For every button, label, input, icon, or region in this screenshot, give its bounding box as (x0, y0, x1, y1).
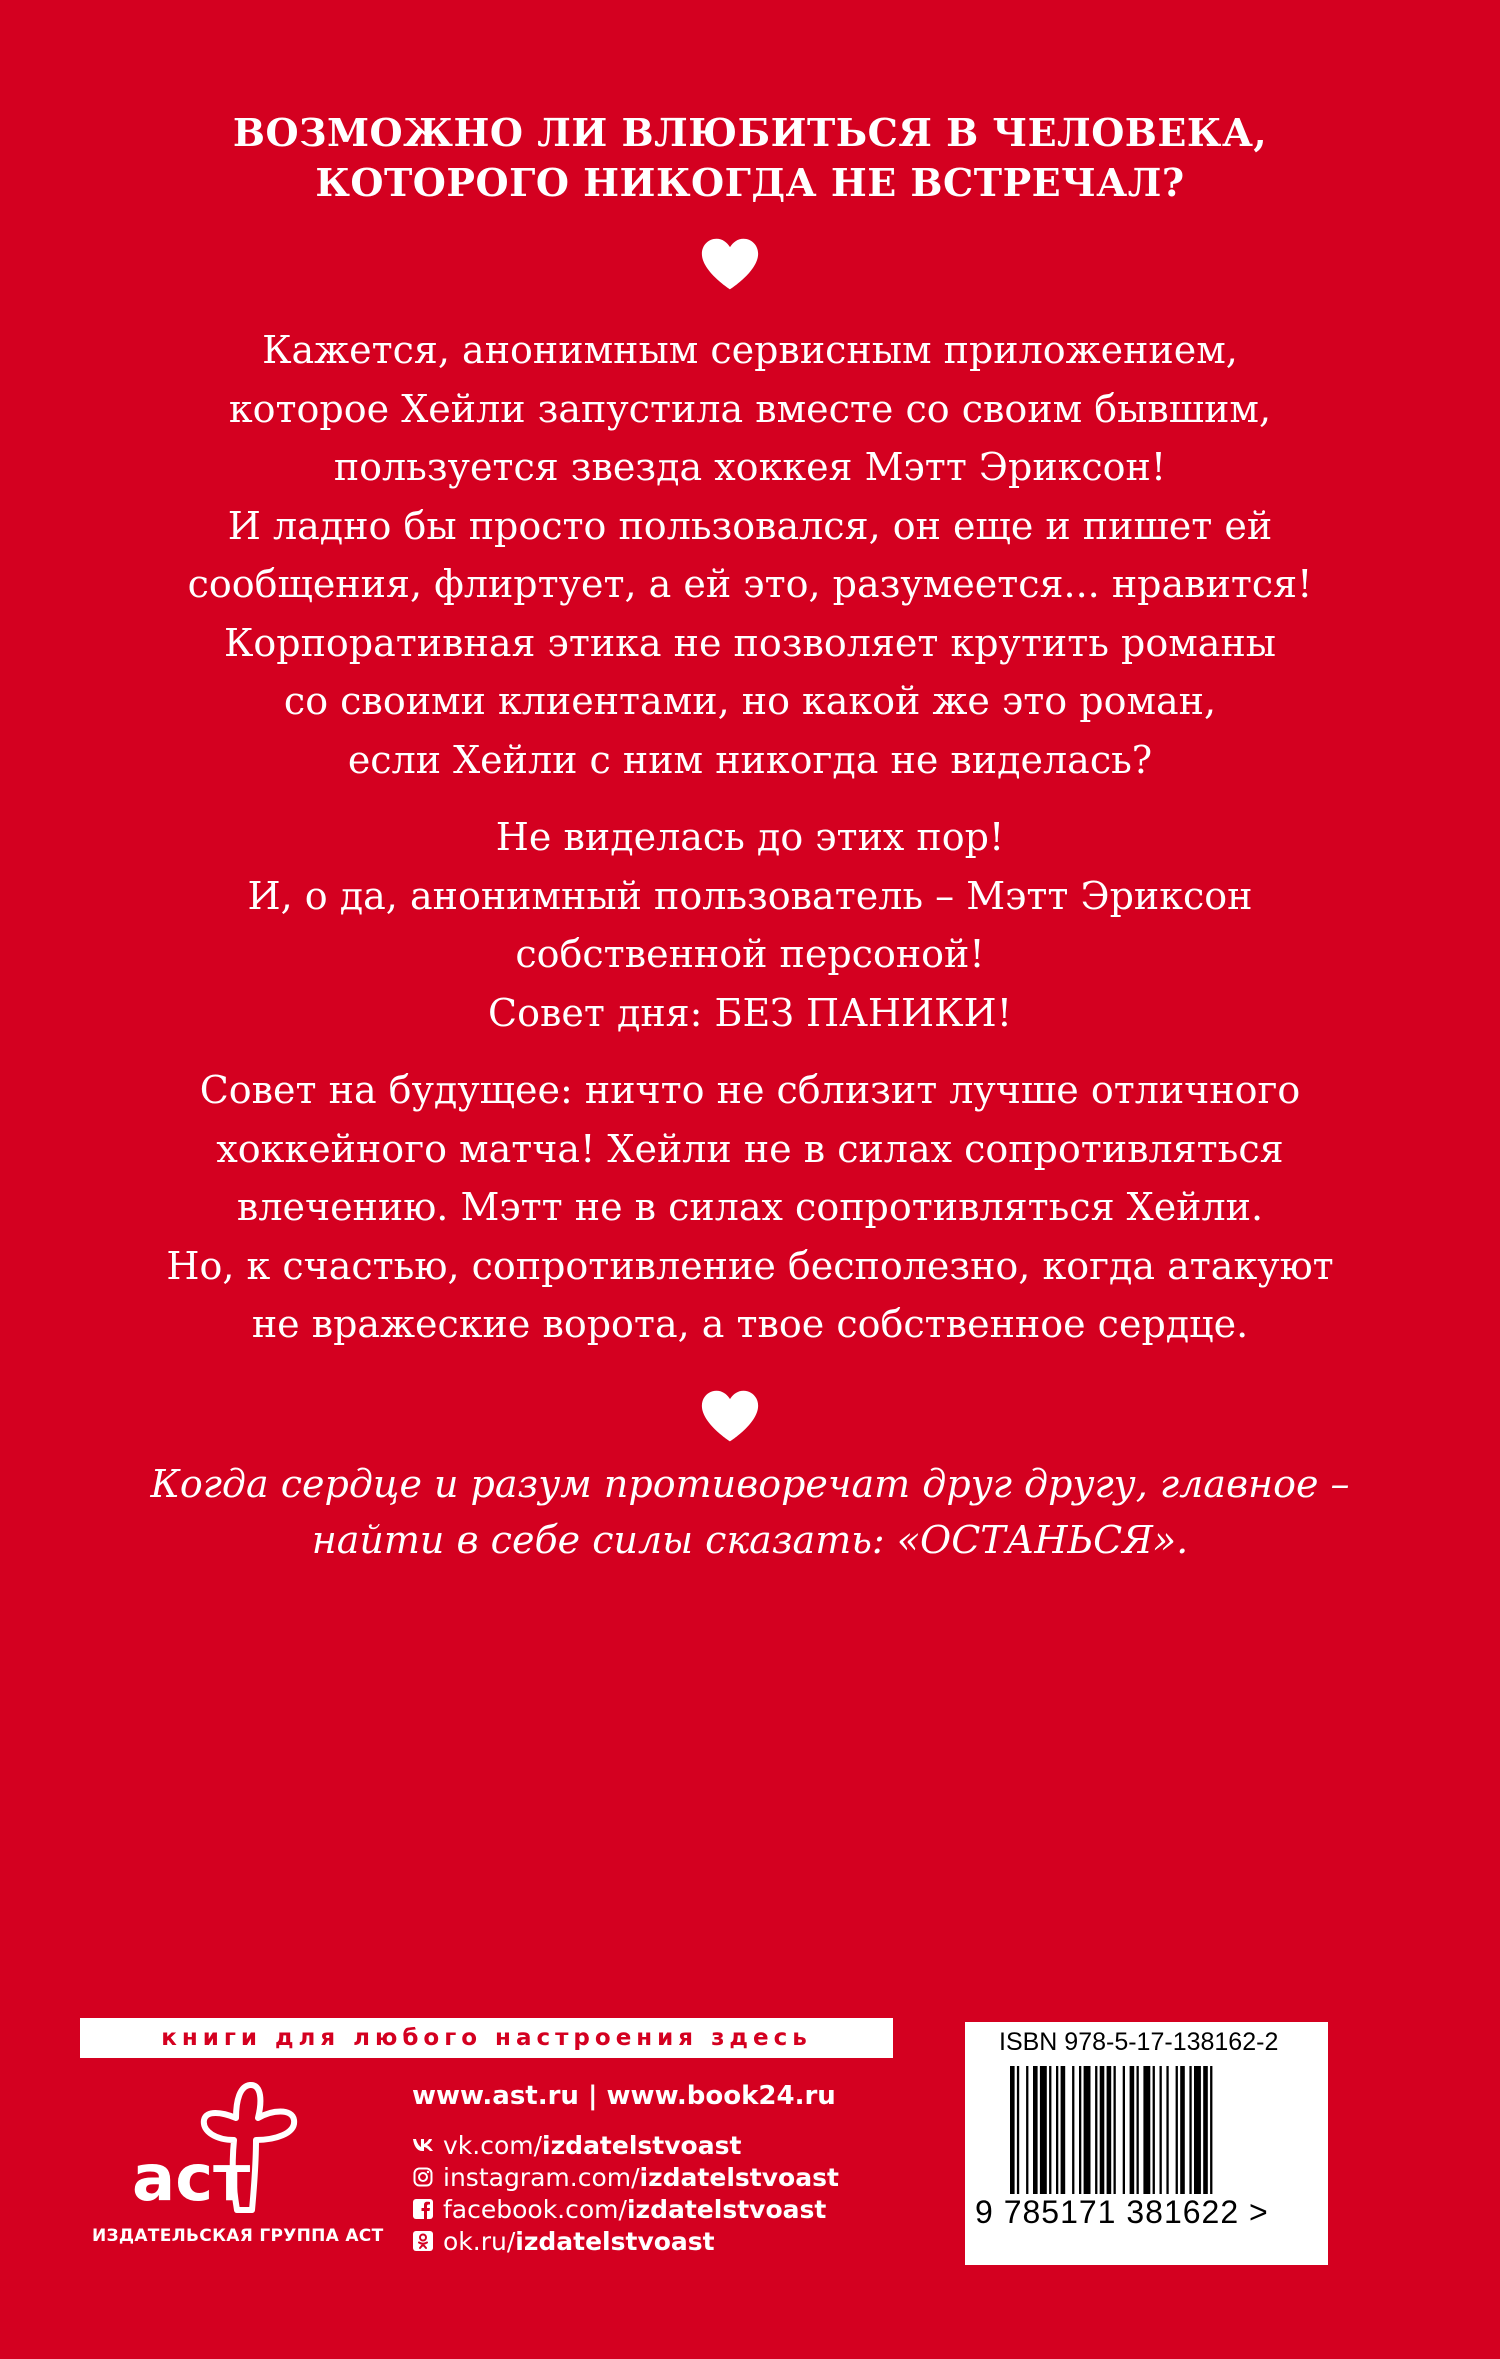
vk-icon (412, 2134, 434, 2156)
paragraph-line: И, о да, анонимный пользователь – Мэтт Эриксон (247, 873, 1253, 918)
barcode-bar (1114, 2066, 1116, 2194)
ok-prefix: ok.ru/ (443, 2226, 516, 2256)
paragraph-line: Совет дня: БЕЗ ПАНИКИ! (488, 990, 1012, 1035)
barcode-bar (1095, 2066, 1097, 2194)
paragraph-line: влечению. Мэтт не в силах сопротивляться Хейли. (236, 1185, 1264, 1229)
heart-icon (700, 236, 760, 292)
odnoklassniki-icon (412, 2230, 434, 2252)
barcode-bar (1079, 2066, 1081, 2194)
barcode-bar (1040, 2066, 1047, 2194)
paragraph-line: хоккейного матча! Хейли не в силах сопротивляться (216, 1126, 1284, 1171)
instagram-handle: izdatelstvoast (639, 2162, 839, 2192)
barcode-image (1010, 2066, 1290, 2194)
tagline-line: найти в себе силы сказать: «ОСТАНЬСЯ». (311, 1518, 1189, 1562)
barcode-bar (1061, 2066, 1066, 2194)
instagram-prefix: instagram.com/ (443, 2162, 640, 2192)
barcode-bar (1072, 2066, 1074, 2194)
headline-line: КОТОРОГО НИКОГДА НЕ ВСТРЕЧАЛ? (315, 160, 1185, 205)
barcode-bar (1010, 2066, 1015, 2194)
slogan-banner (80, 2018, 893, 2058)
facebook-icon (412, 2198, 434, 2220)
tagline-line: Когда сердце и разум противоречат друг другу, главное – (150, 1462, 1350, 1506)
barcode-bar (1189, 2066, 1191, 2194)
paragraph-line: Не виделась до этих пор! (495, 815, 1005, 859)
paragraph-line: собственной персоной! (515, 932, 985, 976)
barcode-bar (1143, 2066, 1150, 2194)
paragraph-line: если Хейли с ним никогда не виделась? (347, 737, 1153, 782)
barcode-bar (1176, 2066, 1178, 2194)
barcode-bar (1056, 2066, 1058, 2194)
barcode-bar (1160, 2066, 1162, 2194)
barcode-bar (1194, 2066, 1201, 2194)
paragraph-line: Кажется, анонимным сервисным приложением, (262, 328, 1238, 372)
description-paragraph-3 (0, 1061, 1500, 1354)
paragraph-line: сообщения, флиртует, а ей это, разумеется... нравится! (187, 562, 1313, 606)
barcode-bar (1203, 2066, 1208, 2194)
barcode-bar (1123, 2066, 1125, 2194)
contact-links (412, 2081, 839, 2257)
barcode-bar (1153, 2066, 1155, 2194)
publisher-caption: ИЗДАТЕЛЬСКАЯ ГРУППА АСТ (92, 2226, 384, 2246)
facebook-handle: izdatelstvoast (626, 2194, 827, 2224)
barcode-bar (1084, 2066, 1091, 2194)
paragraph-line: И ладно бы просто пользовался, он еще и пишет ей (227, 503, 1273, 548)
barcode-bar (1180, 2066, 1185, 2194)
paragraph-line: со своими клиентами, но какой же это роман, (283, 679, 1217, 723)
barcode-bar (1100, 2066, 1105, 2194)
ok-handle: izdatelstvoast (515, 2226, 715, 2256)
barcode-bar (1130, 2066, 1135, 2194)
barcode-digits: 9 785171 381622 > (975, 2194, 1269, 2230)
paragraph-line: не вражеские ворота, а твое собственное сердце. (251, 1302, 1249, 1346)
paragraph-line: Но, к счастью, сопротивление бесполезно, когда атакуют (166, 1243, 1334, 1288)
barcode-bar (1210, 2066, 1212, 2194)
paragraph-line: пользуется звезда хоккея Мэтт Эриксон! (333, 445, 1167, 489)
social-link-instagram[interactable] (412, 2161, 839, 2193)
paragraph-line: Совет на будущее: ничто не сблизит лучше отличного (199, 1068, 1301, 1112)
isbn-barcode-box (965, 2022, 1328, 2265)
social-link-facebook[interactable] (412, 2193, 839, 2225)
description-paragraph-2 (0, 808, 1500, 1042)
social-link-ok[interactable] (412, 2225, 839, 2257)
vk-prefix: vk.com/ (443, 2130, 543, 2160)
logo-text: аст (132, 2142, 251, 2216)
website-links[interactable]: www.ast.ru | www.book24.ru (412, 2081, 836, 2111)
heart-icon (700, 1388, 760, 1444)
headline (0, 108, 1500, 208)
barcode-bar (1137, 2066, 1139, 2194)
publisher-logo (92, 2080, 392, 2255)
barcode-bar (1033, 2066, 1038, 2194)
isbn-number: ISBN 978-5-17-138162-2 (999, 2028, 1279, 2056)
social-link-vk[interactable] (412, 2129, 839, 2161)
barcode-bar (1017, 2066, 1019, 2194)
headline-line: ВОЗМОЖНО ЛИ ВЛЮБИТЬСЯ В ЧЕЛОВЕКА, (232, 110, 1268, 155)
barcode-bar (1026, 2066, 1028, 2194)
ast-logo-icon (132, 2080, 332, 2220)
description-paragraph-1 (0, 321, 1500, 789)
instagram-icon (412, 2166, 434, 2188)
barcode-bar (1049, 2066, 1051, 2194)
vk-handle: izdatelstvoast (542, 2130, 742, 2160)
paragraph-line: которое Хейли запустила вместе со своим бывшим, (228, 386, 1272, 431)
barcode-bar (1107, 2066, 1112, 2194)
tagline (0, 1456, 1500, 1568)
facebook-prefix: facebook.com/ (443, 2194, 627, 2224)
barcode-bar (1166, 2066, 1168, 2194)
paragraph-line: Корпоративная этика не позволяет крутить романы (223, 620, 1277, 665)
slogan-text: книги для любого настроения здесь (161, 2025, 812, 2051)
